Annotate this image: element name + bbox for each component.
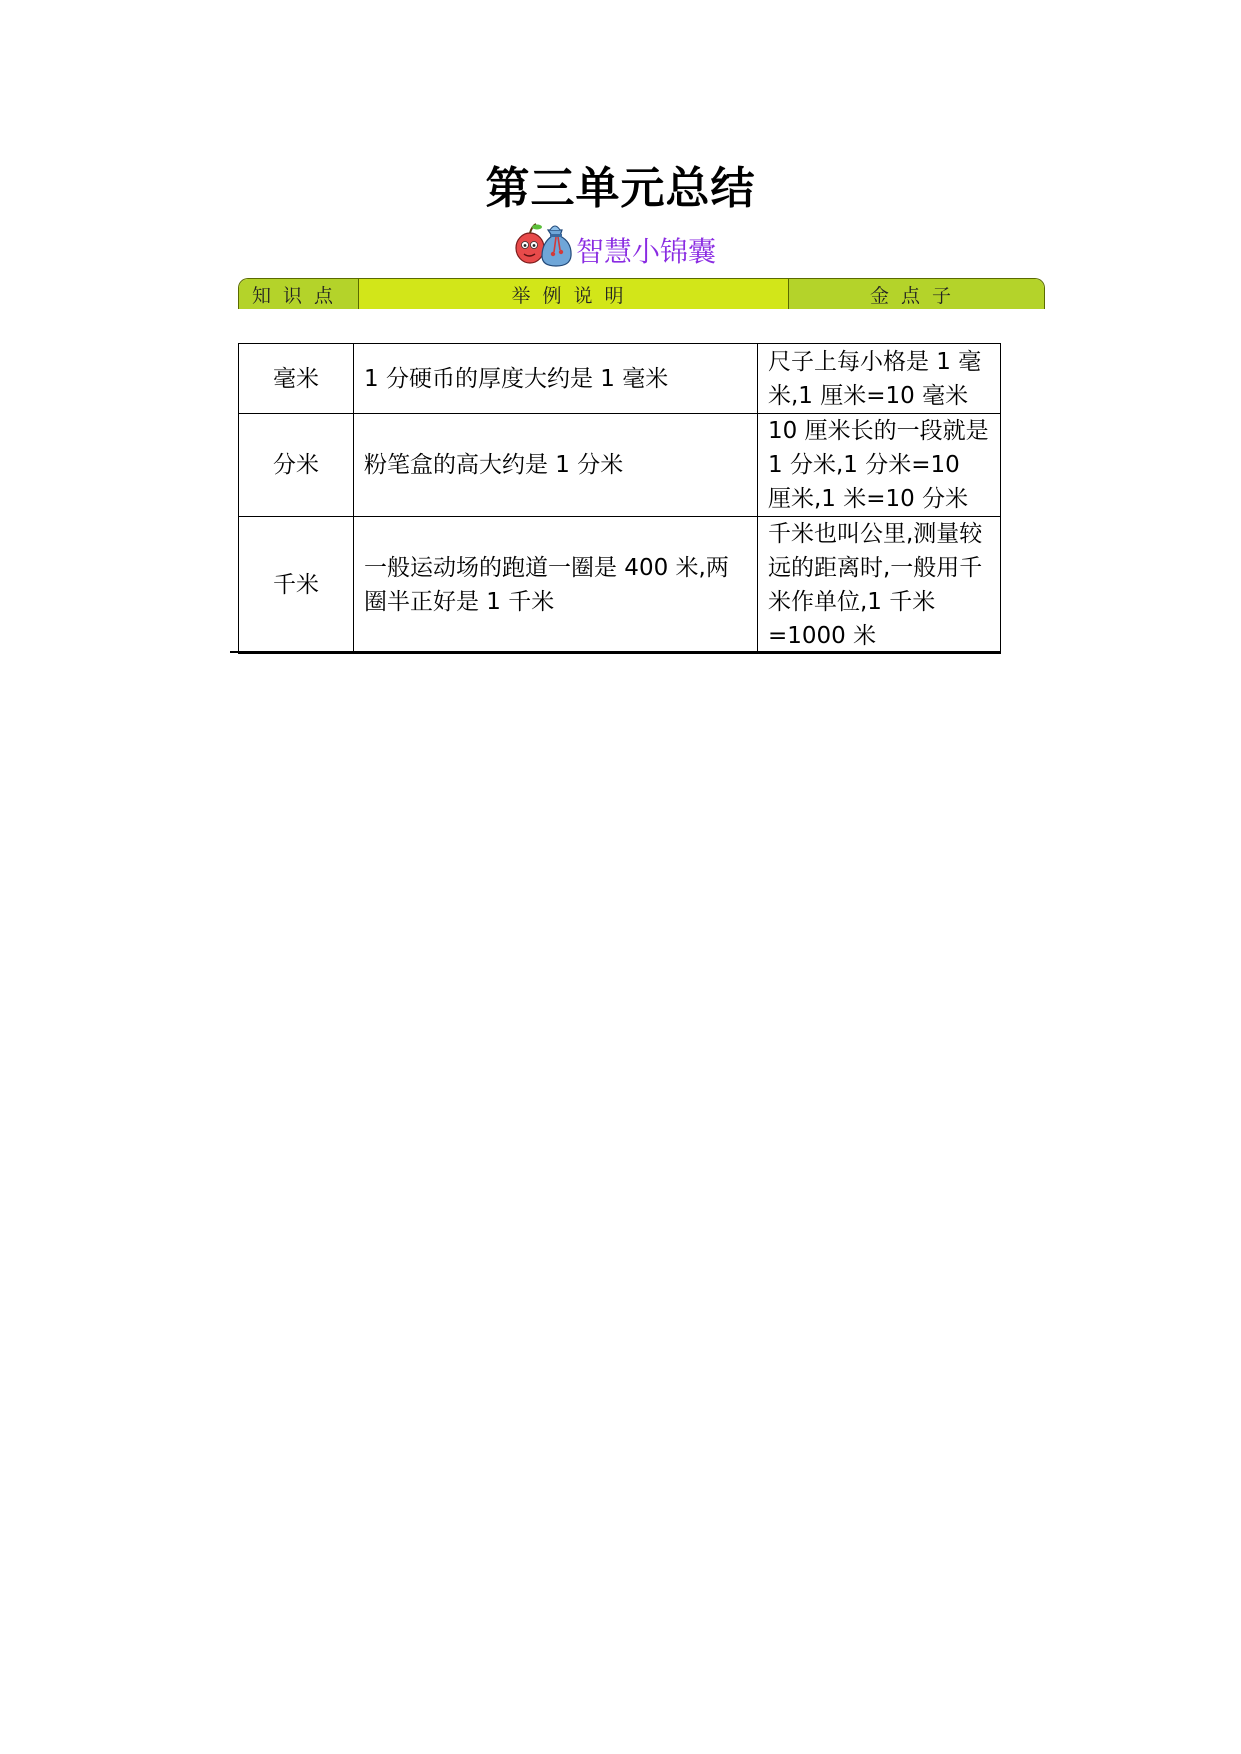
subtitle: 智慧小锦囊 — [576, 235, 717, 268]
tip-cell: 尺子上每小格是 1 毫米,1 厘米=10 毫米 — [758, 344, 1001, 414]
topic-cell: 分米 — [239, 414, 354, 517]
summary-table — [238, 343, 1001, 654]
example-cell: 粉笔盒的高大约是 1 分米 — [354, 414, 758, 517]
example-cell: 一般运动场的跑道一圈是 400 米,两圈半正好是 1 千米 — [354, 517, 758, 654]
example-cell: 1 分硬币的厚度大约是 1 毫米 — [354, 344, 758, 414]
topic-cell: 毫米 — [239, 344, 354, 414]
table-bottom-rule — [230, 651, 1000, 653]
table-row — [239, 517, 1001, 654]
tip-cell: 千米也叫公里,测量较远的距离时,一般用千米作单位,1 千米=1000 米 — [758, 517, 1001, 654]
table-row — [239, 414, 1001, 517]
topic-cell: 千米 — [239, 517, 354, 654]
tip-cell: 10 厘米长的一段就是 1 分米,1 分米=10 厘米,1 米=10 分米 — [758, 414, 1001, 517]
header-example: 举例说明 — [359, 279, 789, 309]
header-knowledge-point: 知识点 — [239, 279, 359, 309]
subtitle-row — [0, 212, 1241, 268]
apple-and-bag-mascot-icon — [512, 216, 574, 268]
header-tip: 金点子 — [789, 279, 1044, 309]
page-title: 第三单元总结 — [485, 163, 756, 214]
table-header-bar — [238, 278, 1045, 309]
table-row — [239, 344, 1001, 414]
